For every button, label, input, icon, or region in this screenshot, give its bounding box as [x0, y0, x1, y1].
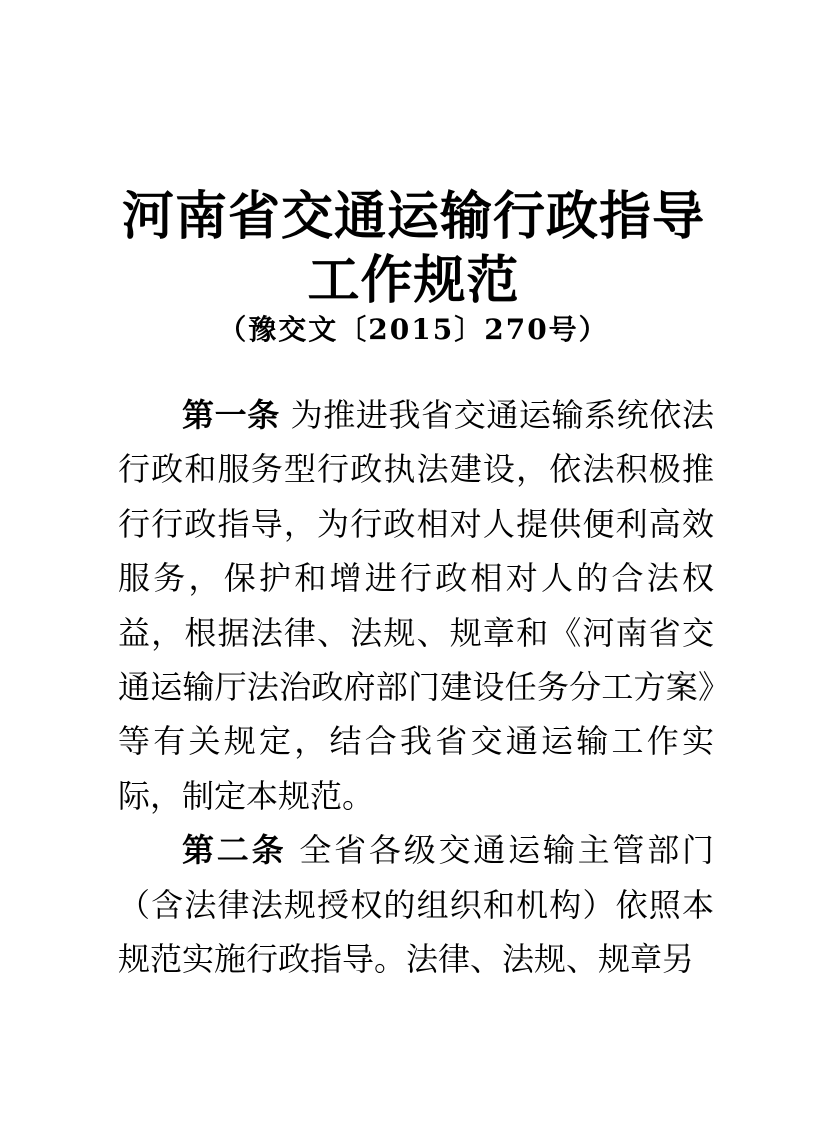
document-title — [0, 185, 827, 313]
document-number: （豫交文〔2015〕270号） — [218, 313, 609, 346]
document-body — [118, 388, 714, 986]
article-2 — [118, 823, 714, 986]
article-2-text: 全省各级交通运输主管部门（含法律法规授权的组织和机构）依照本规范实施行政指导。法律、法规、规章另 — [118, 831, 714, 979]
article-1-label: 第一条 — [182, 396, 280, 434]
article-1 — [118, 388, 714, 823]
article-2-label: 第二条 — [182, 831, 287, 870]
article-1-text: 为推进我省交通运输系统依法行政和服务型行政执法建设，依法积极推行行政指导，为行政相对人提供便利高效服务，保护和增进行政相对人的合法权益，根据法律、法规、规章和《河南省交通运输厅法治政府部门建设任务分工方案》等有关规定，结合我省交通运输工作实际，制定本规范。 — [118, 396, 714, 815]
title-line-2: 工作规范 — [307, 249, 520, 311]
title-line-1: 河南省交通运输行政指导 — [121, 185, 705, 247]
